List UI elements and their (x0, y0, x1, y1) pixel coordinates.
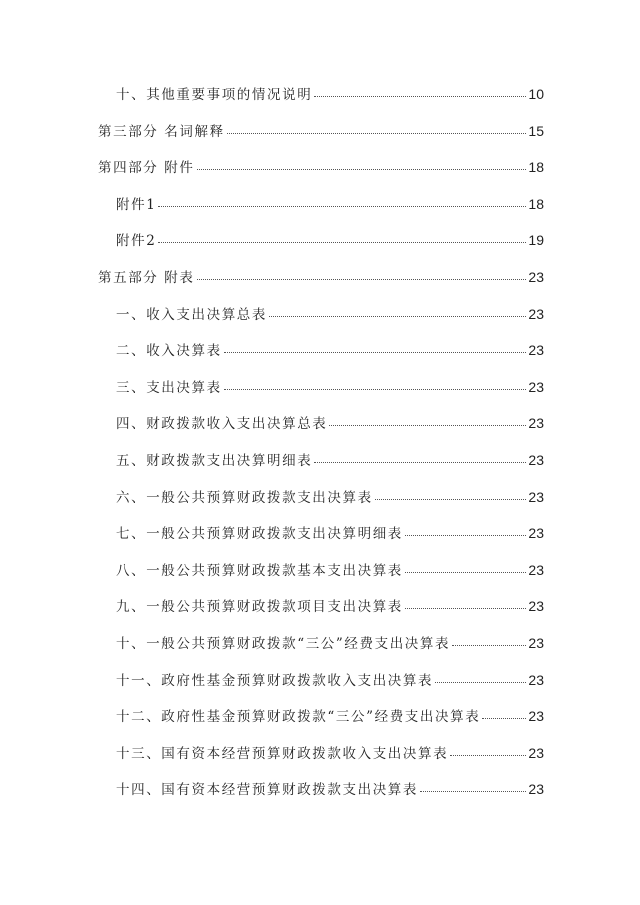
toc-entry-page-number: 19 (528, 232, 544, 249)
toc-entry-title: 七、一般公共预算财政拨款支出决算明细表 (116, 526, 403, 543)
toc-entry[interactable] (116, 340, 544, 360)
toc-entry-page-number: 18 (528, 159, 544, 176)
toc-dot-leader (375, 499, 527, 500)
toc-dot-leader (158, 242, 526, 243)
toc-entry[interactable] (116, 304, 544, 324)
toc-entry-page-number: 23 (528, 635, 544, 651)
toc-entry-page-number: 10 (528, 86, 544, 102)
toc-dot-leader (435, 682, 526, 683)
toc-entry-page-number: 23 (528, 744, 544, 761)
toc-entry[interactable] (116, 596, 544, 616)
toc-dot-leader (405, 608, 527, 609)
toc-entry[interactable] (116, 706, 544, 726)
toc-entry-page-number: 23 (528, 708, 544, 725)
toc-dot-leader (314, 462, 526, 463)
toc-dot-leader (420, 791, 526, 792)
toc-entry[interactable] (116, 194, 544, 214)
toc-entry[interactable] (116, 84, 544, 104)
toc-dot-leader (224, 389, 527, 390)
toc-entry-title: 附件1 (116, 196, 157, 213)
toc-dot-leader (269, 316, 526, 317)
toc-dot-leader (227, 133, 527, 134)
toc-entry-title: 十、其他重要事项的情况说明 (116, 87, 313, 103)
toc-entry-title: 十四、国有资本经营预算财政拨款支出决算表 (116, 782, 418, 799)
toc-dot-leader (405, 535, 527, 536)
toc-entry-page-number: 23 (528, 415, 544, 432)
toc-entry[interactable] (116, 450, 544, 470)
toc-dot-leader (482, 718, 526, 719)
toc-entry-title: 九、一般公共预算财政拨款项目支出决算表 (116, 599, 403, 616)
toc-entry-page-number: 23 (528, 598, 544, 615)
toc-entry-title: 六、一般公共预算财政拨款支出决算表 (116, 489, 373, 506)
toc-dot-leader (450, 755, 526, 756)
toc-dot-leader (224, 352, 527, 353)
toc-entry[interactable] (116, 743, 544, 763)
toc-entry-page-number: 23 (528, 269, 544, 285)
toc-dot-leader (329, 425, 526, 426)
toc-entry-title: 第四部分 附件 (98, 160, 195, 177)
toc-entry-title: 五、财政拨款支出决算明细表 (116, 453, 313, 469)
toc-entry[interactable] (116, 670, 544, 690)
toc-entry[interactable] (98, 157, 544, 177)
toc-entry-title: 十、一般公共预算财政拨款“三公”经费支出决算表 (116, 636, 451, 652)
toc-dot-leader (452, 645, 526, 646)
toc-entry-title: 十二、政府性基金预算财政拨款“三公”经费支出决算表 (116, 709, 481, 726)
toc-entry-page-number: 23 (528, 305, 544, 322)
toc-dot-leader (314, 96, 526, 97)
toc-entry-page-number: 23 (528, 378, 544, 395)
toc-dot-leader (197, 279, 527, 280)
toc-entry-page-number: 15 (528, 122, 544, 139)
toc-dot-leader (405, 572, 527, 573)
toc-entry[interactable] (116, 487, 544, 507)
toc-entry-title: 第五部分 附表 (98, 270, 195, 286)
toc-entry-title: 十三、国有资本经营预算财政拨款收入支出决算表 (116, 745, 449, 762)
toc-dot-leader (158, 206, 526, 207)
toc-entry[interactable] (98, 267, 544, 287)
toc-entry[interactable] (116, 560, 544, 580)
toc-entry-page-number: 23 (528, 488, 544, 505)
toc-entry-page-number: 23 (528, 561, 544, 578)
toc-entry-page-number: 23 (528, 525, 544, 542)
toc-entry-title: 一、收入支出决算总表 (116, 306, 267, 323)
toc-entry-page-number: 23 (528, 671, 544, 688)
toc-entry-title: 第三部分 名词解释 (98, 123, 225, 140)
toc-entry[interactable] (116, 633, 544, 653)
toc-entry-title: 二、收入决算表 (116, 343, 222, 360)
toc-entry-title: 四、财政拨款收入支出决算总表 (116, 416, 328, 433)
toc-entry[interactable] (116, 779, 544, 799)
toc-dot-leader (197, 169, 527, 170)
toc-entry-title: 八、一般公共预算财政拨款基本支出决算表 (116, 562, 403, 579)
toc-entry[interactable] (116, 230, 544, 250)
toc-entry[interactable] (116, 523, 544, 543)
toc-entry-page-number: 23 (528, 342, 544, 359)
toc-entry[interactable] (116, 413, 544, 433)
toc-entry-title: 三、支出决算表 (116, 379, 222, 396)
toc-entry[interactable] (98, 121, 544, 141)
toc-entry-page-number: 23 (528, 781, 544, 798)
toc-entry-title: 十一、政府性基金预算财政拨款收入支出决算表 (116, 672, 434, 689)
toc-entry[interactable] (116, 377, 544, 397)
toc-entry-title: 附件2 (116, 233, 157, 250)
toc-entry-page-number: 18 (528, 195, 544, 212)
toc-entry-page-number: 23 (528, 452, 544, 468)
